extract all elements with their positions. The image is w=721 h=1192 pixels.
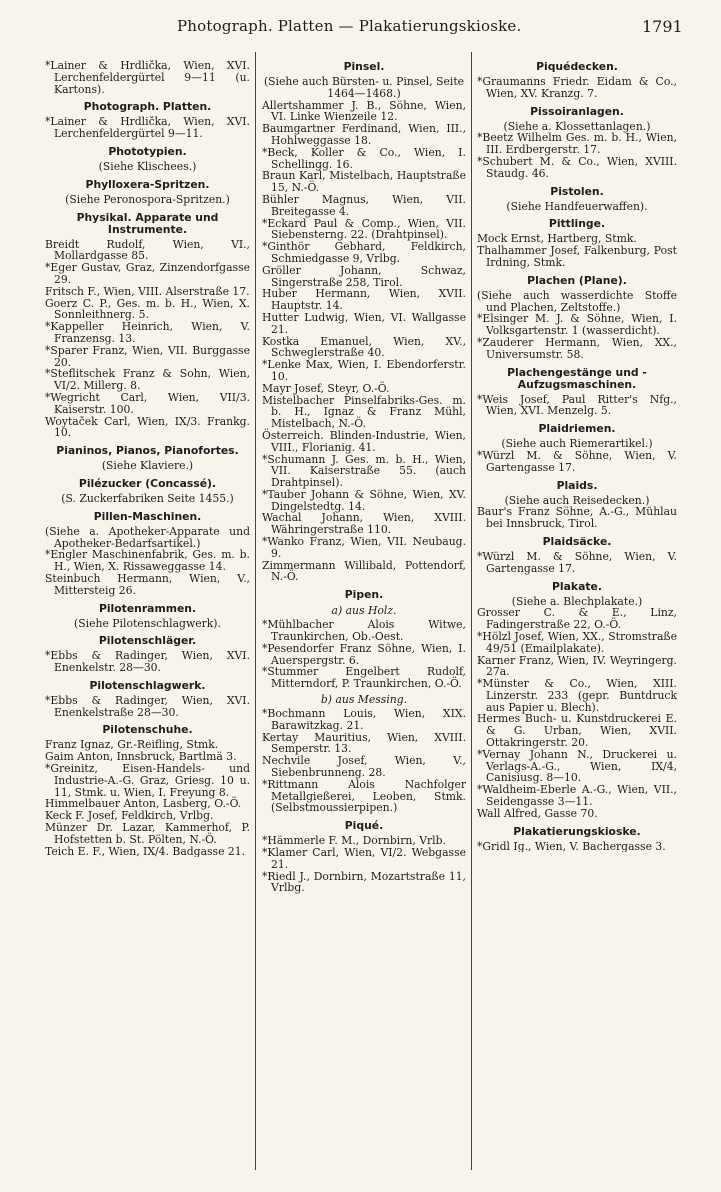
directory-entry: Woytaček Carl, Wien, IX/3. Frankg. 10. — [45, 414, 250, 440]
directory-entry: Gröller Johann, Schwaz, Singerstraße 258, Tirol. — [262, 263, 466, 289]
directory-entry: *Eckard Paul & Comp., Wien, VII. Siebensterng. 22. (Drahtpinsel). — [262, 216, 466, 242]
cross-reference: (Siehe auch Riemerartikel.) — [501, 437, 653, 451]
directory-entry: Himmelbauer Anton, Lasberg, O.-Ö. — [45, 797, 242, 811]
directory-entry: *Graumanns Friedr. Eidam & Co., Wien, XV. Kranzg. 7. — [477, 75, 677, 100]
cross-reference: (Siehe Pilotenschlagwerk). — [74, 616, 221, 630]
column-rule — [255, 52, 256, 1170]
section-heading: Pilotenschlagwerk. — [89, 678, 206, 692]
directory-entry: *Tauber Johann & Söhne, Wien, XV. Dingelstedtg. 14. — [262, 487, 466, 513]
cross-reference: (Siehe Klaviere.) — [101, 459, 194, 473]
section-heading: Physikal. Apparate und Instrumente. — [76, 210, 219, 236]
directory-entry: *Steflitschek Franz & Sohn, Wien, VI/2. Millerg. 8. — [45, 367, 250, 393]
directory-entry: *Riedl J., Dornbirn, Mozartstraße 11, Vrlbg. — [262, 869, 466, 895]
directory-entry: Wachal Johann, Wien, XVIII. Währingerstraße 110. — [262, 511, 466, 537]
directory-entry: Thalhammer Josef, Falkenburg, Post Irdning, Stmk. — [477, 244, 677, 269]
cross-reference: (Siehe auch Reisedecken.) — [504, 493, 650, 507]
directory-entry: Goerz C. P., Ges. m. b. H., Wien, X. Sonnleithnerg. 5. — [45, 296, 250, 322]
directory-entry: Allertshammer J. B., Söhne, Wien, VI. Linke Wienzeile 12. — [262, 98, 466, 124]
section-heading: Pipen. — [344, 588, 384, 602]
directory-entry: Kertay Mauritius, Wien, XVIII. Semperstr. 13. — [262, 730, 466, 756]
directory-entry: *Eger Gustav, Graz, Zinzendorfgasse 29. — [45, 261, 250, 286]
directory-entry: Bühler Magnus, Wien, VII. Breitegasse 4. — [262, 192, 466, 218]
column-3 — [477, 60, 677, 852]
directory-entry: *Waldheim-Eberle A.-G., Wien, VII., Seidengasse 3—11. — [477, 783, 677, 809]
sub-heading: b) aus Messing. — [320, 693, 408, 707]
directory-entry: (Siehe a. Apotheker-Apparate und Apotheker-Bedarfsartikel.) — [45, 524, 250, 550]
directory-entry: *Bochmann Louis, Wien, XIX. Barawitzkag. 21. — [262, 707, 466, 732]
directory-entry: Braun Karl, Mistelbach, Hauptstraße 15, N.-Ö. — [262, 169, 466, 195]
directory-entry: *Lenke Max, Wien, I. Ebendorferstr. 10. — [262, 358, 466, 383]
section-heading: Pissoiranlagen. — [530, 104, 624, 118]
directory-entry: *Klamer Carl, Wien, VI/2. Webgasse 21. — [262, 846, 466, 871]
directory-entry: Mistelbacher Pinselfabriks-Ges. m. b. H., Ignaz & Franz Mühl, Mistelbach, N.-Ö. — [262, 393, 466, 431]
section-heading: Piquédecken. — [536, 60, 618, 73]
directory-entry: *Würzl M. & Söhne, Wien, V. Gartengasse 17. — [477, 448, 677, 474]
section-heading: Pilotenschläger. — [98, 634, 197, 648]
directory-entry: *Ebbs & Radinger, Wien, XVI. Enenkelstraße 28—30. — [45, 693, 250, 719]
cross-reference: (Siehe a. Klossettanlagen.) — [503, 119, 651, 133]
column-2 — [262, 60, 466, 894]
directory-entry: *Rittmann Alois Nachfolger Metallgießerei, Leoben, Stmk. (Selbstmoussierpipen.) — [262, 777, 466, 815]
directory-entry: Franz Ignaz, Gr.-Reifling, Stmk. — [45, 738, 219, 752]
directory-entry: *Weis Josef, Paul Ritter's Nfg., Wien, XVI. Menzelg. 5. — [477, 392, 677, 418]
column-rule — [471, 52, 472, 1170]
directory-entry: *Kappeller Heinrich, Wien, V. Franzensg. 13. — [45, 320, 250, 345]
directory-entry: *Mühlbacher Alois Witwe, Traunkirchen, Ob.-Oest. — [262, 618, 466, 644]
directory-entry: Karner Franz, Wien, IV. Weyringerg. 27a. — [477, 653, 677, 679]
directory-entry: *Hämmerle F. M., Dornbirn, Vrlb. — [262, 834, 446, 848]
section-heading: Plaids. — [556, 478, 598, 492]
directory-entry: Breidt Rudolf, Wien, VI., Mollardgasse 85. — [45, 237, 250, 263]
section-heading: Phototypien. — [108, 144, 187, 158]
directory-entry: *Würzl M. & Söhne, Wien, V. Gartengasse 17. — [477, 549, 677, 575]
directory-entry: *Wanko Franz, Wien, VII. Neubaug. 9. — [262, 535, 466, 560]
section-heading: Pilotenrammen. — [98, 601, 197, 615]
section-heading: Pinsel. — [343, 60, 385, 73]
directory-entry: *Stummer Engelbert Rudolf, Mitterndorf, P. Traunkirchen, O.-Ö. — [262, 665, 466, 691]
directory-entry: Teich E. F., Wien, IX/4. Badgasse 21. — [45, 844, 246, 858]
directory-entry: Mock Ernst, Hartberg, Stmk. — [477, 232, 637, 246]
directory-entry: Gaim Anton, Innsbruck, Bartlmä 3. — [45, 750, 237, 764]
directory-entry: *Schumann J. Ges. m. b. H., Wien, VII. Kaiserstraße 55. (auch Drahtpinsel). — [262, 452, 466, 490]
section-heading: Plachengestänge und -Aufzugsmaschinen. — [507, 365, 647, 391]
directory-entry: Steinbuch Hermann, Wien, V., Mittersteig 26. — [45, 571, 250, 597]
running-title: Photograph. Platten — Plakatierungskioske. — [177, 17, 522, 35]
directory-entry: Hermes Buch- u. Kunstdruckerei E. & G. Urban, Wien, XVII. Ottakringerstr. 20. — [477, 712, 677, 750]
section-heading: Plakatierungskioske. — [513, 824, 641, 838]
section-heading: Piqué. — [344, 819, 384, 833]
column-1 — [45, 60, 250, 857]
section-heading: Pianinos, Pianos, Pianofortes. — [56, 444, 239, 458]
directory-entry: Grosser C. & E., Linz, Fadingerstraße 22, O.-Ö. — [477, 606, 677, 632]
directory-entry: *Beetz Wilhelm Ges. m. b. H., Wien, III. Erdbergerstr. 17. — [477, 131, 677, 157]
section-heading: Pistolen. — [550, 184, 604, 198]
directory-entry: Zimmermann Willibald, Pottendorf, N.-Ö. — [262, 558, 466, 584]
directory-entry: Mayr Josef, Steyr, O.-Ö. — [262, 381, 390, 395]
directory-entry: Baur's Franz Söhne, A.-G., Mühlau bei Innsbruck, Tirol. — [477, 505, 677, 531]
directory-entry: Baumgartner Ferdinand, Wien, III., Hohlweggasse 18. — [262, 122, 466, 147]
section-heading: Plaidriemen. — [538, 422, 616, 436]
directory-entry: *Engler Maschinenfabrik, Ges. m. b. H., Wien, X. Rissaweggasse 14. — [45, 548, 250, 574]
directory-entry: *Schubert M. & Co., Wien, XVIII. Staudg. 46. — [477, 154, 677, 180]
directory-entry: Hutter Ludwig, Wien, VI. Wallgasse 21. — [262, 310, 466, 336]
directory-entry: *Ginthör Gebhard, Feldkirch, Schmiedgasse 9, Vrlbg. — [262, 240, 466, 265]
directory-entry: *Beck, Koller & Co., Wien, I. Schellingg. 16. — [262, 145, 466, 171]
section-heading: Phylloxera-Spritzen. — [85, 177, 210, 191]
cross-reference: (S. Zuckerfabriken Seite 1455.) — [61, 491, 234, 505]
section-heading: Plaidsäcke. — [542, 534, 612, 548]
directory-entry: *Sparer Franz, Wien, VII. Burggasse 20. — [45, 343, 250, 369]
directory-entry: *Wegricht Carl, Wien, VII/3. Kaiserstr. 100. — [45, 390, 250, 416]
sub-heading: a) aus Holz. — [331, 604, 397, 618]
directory-entry: *Lainer & Hrdlička, Wien, XVI. Lerchenfeldergürtel 9—11 (u. Kartons). — [45, 60, 250, 96]
directory-entry: Keck F. Josef, Feldkirch, Vrlbg. — [45, 809, 214, 823]
directory-entry: *Greinitz, Eisen-Handels- und Industrie-A.-G. Graz, Griesg. 10 u. 11, Stmk. u. Wien, I. Freyung 8. — [45, 762, 250, 799]
directory-entry: *Ebbs & Radinger, Wien, XVI. Enenkelstr. 28—30. — [45, 649, 250, 675]
directory-entry: *Vernay Johann N., Druckerei u. Verlags-A.-G., Wien, IX/4, Canisiusg. 8—10. — [477, 747, 677, 785]
directory-entry: *Pesendorfer Franz Söhne, Wien, I. Auerspergstr. 6. — [262, 641, 466, 667]
cross-reference: (Siehe auch Bürsten- u. Pinsel, Seite 1464—1468.) — [263, 75, 465, 100]
directory-entry: *Elsinger M. J. & Söhne, Wien, I. Volksgartenstr. 1 (wasserdicht). — [477, 312, 677, 338]
directory-entry: Huber Hermann, Wien, XVII. Hauptstr. 14. — [262, 287, 466, 313]
directory-entry: *Zauderer Hermann, Wien, XX., Universumstr. 58. — [477, 335, 677, 361]
cross-reference: (Siehe a. Blechplakate.) — [511, 594, 643, 608]
directory-entry: Fritsch F., Wien, VIII. Alserstraße 17. — [45, 284, 250, 298]
section-heading: Pittlinge. — [548, 217, 606, 231]
directory-entry: *Gridl Ig., Wien, V. Bachergasse 3. — [477, 839, 666, 853]
directory-entry: *Lainer & Hrdlička, Wien, XVI. Lerchenfeldergürtel 9—11. — [45, 115, 250, 141]
cross-reference: (Siehe Handfeuerwaffen). — [506, 199, 648, 213]
directory-entry: (Siehe auch wasserdichte Stoffe und Plachen, Zeltstoffe.) — [477, 288, 677, 314]
section-heading: Pilézucker (Concassé). — [78, 476, 217, 490]
directory-entry: Kostka Emanuel, Wien, XV., Schweglerstraße 40. — [262, 334, 466, 360]
cross-reference: (Siehe Klischees.) — [98, 159, 197, 173]
section-heading: Photograph. Platten. — [83, 100, 212, 114]
section-heading: Pillen-Maschinen. — [93, 509, 202, 523]
cross-reference: (Siehe Peronospora-Spritzen.) — [65, 192, 230, 206]
directory-entry: Österreich. Blinden-Industrie, Wien, VIII., Florianig. 41. — [262, 428, 466, 454]
page-number: 1791 — [642, 17, 683, 36]
section-heading: Plakate. — [552, 579, 602, 593]
section-heading: Plachen (Plane). — [527, 273, 627, 287]
page-header — [0, 0, 721, 40]
directory-entry: *Münster & Co., Wien, XIII. Linzerstr. 233 (gepr. Buntdruck aus Papier u. Blech). — [477, 677, 677, 714]
section-heading: Pilotenschuhe. — [102, 723, 193, 737]
directory-entry: Nechvile Josef, Wien, V., Siebenbrunneng. 28. — [262, 754, 466, 780]
directory-entry: Wall Alfred, Gasse 70. — [477, 806, 598, 820]
directory-entry: *Hölzl Josef, Wien, XX., Stromstraße 49/51 (Emailplakate). — [477, 629, 677, 655]
directory-entry: Münzer Dr. Lazar, Kammerhof, P. Hofstetten b. St. Pölten, N.-Ö. — [45, 821, 250, 846]
